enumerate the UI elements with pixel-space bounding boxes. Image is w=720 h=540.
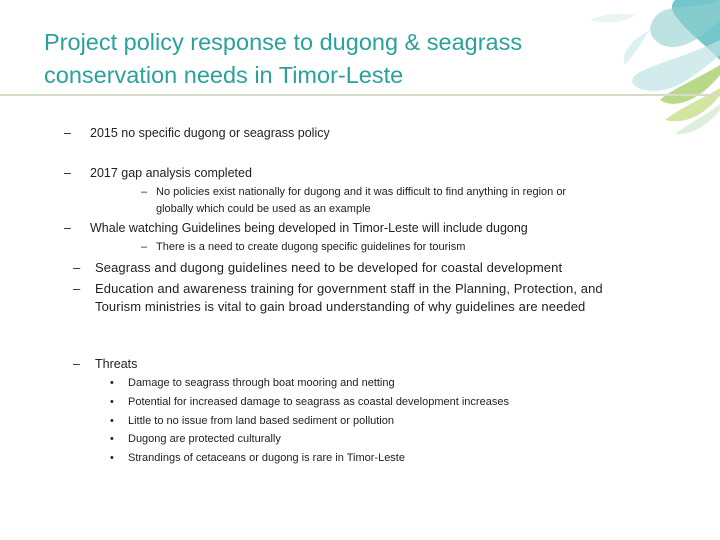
threat-text: Potential for increased damage to seagrass as coastal development increases — [128, 396, 509, 408]
point-text: Education and awareness training for government staff in the Planning, Protection, and — [95, 281, 603, 296]
sub-point-text: There is a need to create dugong specific guidelines for tourism — [156, 241, 466, 253]
bullet-marker: • — [110, 377, 114, 389]
point-text: 2017 gap analysis completed — [90, 166, 252, 180]
list-item — [64, 126, 330, 140]
dash-marker: – — [141, 186, 148, 198]
threat-item — [110, 433, 281, 445]
sub-list-item-continuation — [156, 203, 371, 215]
threat-item — [110, 396, 509, 408]
sub-point-text: globally which could be used as an example — [156, 203, 371, 215]
dash-marker: – — [64, 126, 71, 140]
point-text: Tourism ministries is vital to gain broad understanding of why guidelines are needed — [95, 299, 586, 314]
dash-marker: – — [73, 357, 80, 371]
dash-marker: – — [73, 281, 81, 296]
threat-item — [110, 377, 395, 389]
threat-item — [110, 415, 394, 427]
threat-text: Little to no issue from land based sediment or pollution — [128, 415, 394, 427]
dash-marker: – — [64, 166, 71, 180]
threat-text: Dugong are protected culturally — [128, 433, 281, 445]
list-item — [73, 281, 603, 296]
threats-label: Threats — [95, 357, 138, 371]
point-text: 2015 no specific dugong or seagrass policy — [90, 126, 330, 140]
title-divider — [0, 94, 720, 96]
sub-point-text: No policies exist nationally for dugong and it was difficult to find anything in region or — [156, 186, 567, 198]
list-item — [64, 221, 528, 235]
threat-item — [110, 452, 405, 464]
bullet-marker: • — [110, 433, 114, 445]
threat-text: Strandings of cetaceans or dugong is rare in Timor-Leste — [128, 452, 405, 464]
slide-title-line-1: Project policy response to dugong & seagrass — [44, 29, 523, 55]
slide-title-line-2: conservation needs in Timor-Leste — [44, 62, 404, 88]
slide-title — [44, 26, 604, 92]
threats-heading — [73, 357, 137, 371]
list-item — [73, 260, 562, 275]
threat-text: Damage to seagrass through boat mooring and netting — [128, 377, 395, 389]
dash-marker: – — [141, 241, 148, 253]
dash-marker: – — [64, 221, 71, 235]
sub-list-item — [141, 186, 566, 198]
bullet-marker: • — [110, 452, 114, 464]
list-item — [64, 166, 252, 180]
bullet-marker: • — [110, 415, 114, 427]
point-text: Seagrass and dugong guidelines need to be developed for coastal development — [95, 260, 563, 275]
sub-list-item — [141, 241, 465, 253]
bullet-marker: • — [110, 396, 114, 408]
dash-marker: – — [73, 260, 81, 275]
point-text: Whale watching Guidelines being developed in Timor-Leste will include dugong — [90, 221, 528, 235]
list-item-continuation — [95, 299, 585, 314]
